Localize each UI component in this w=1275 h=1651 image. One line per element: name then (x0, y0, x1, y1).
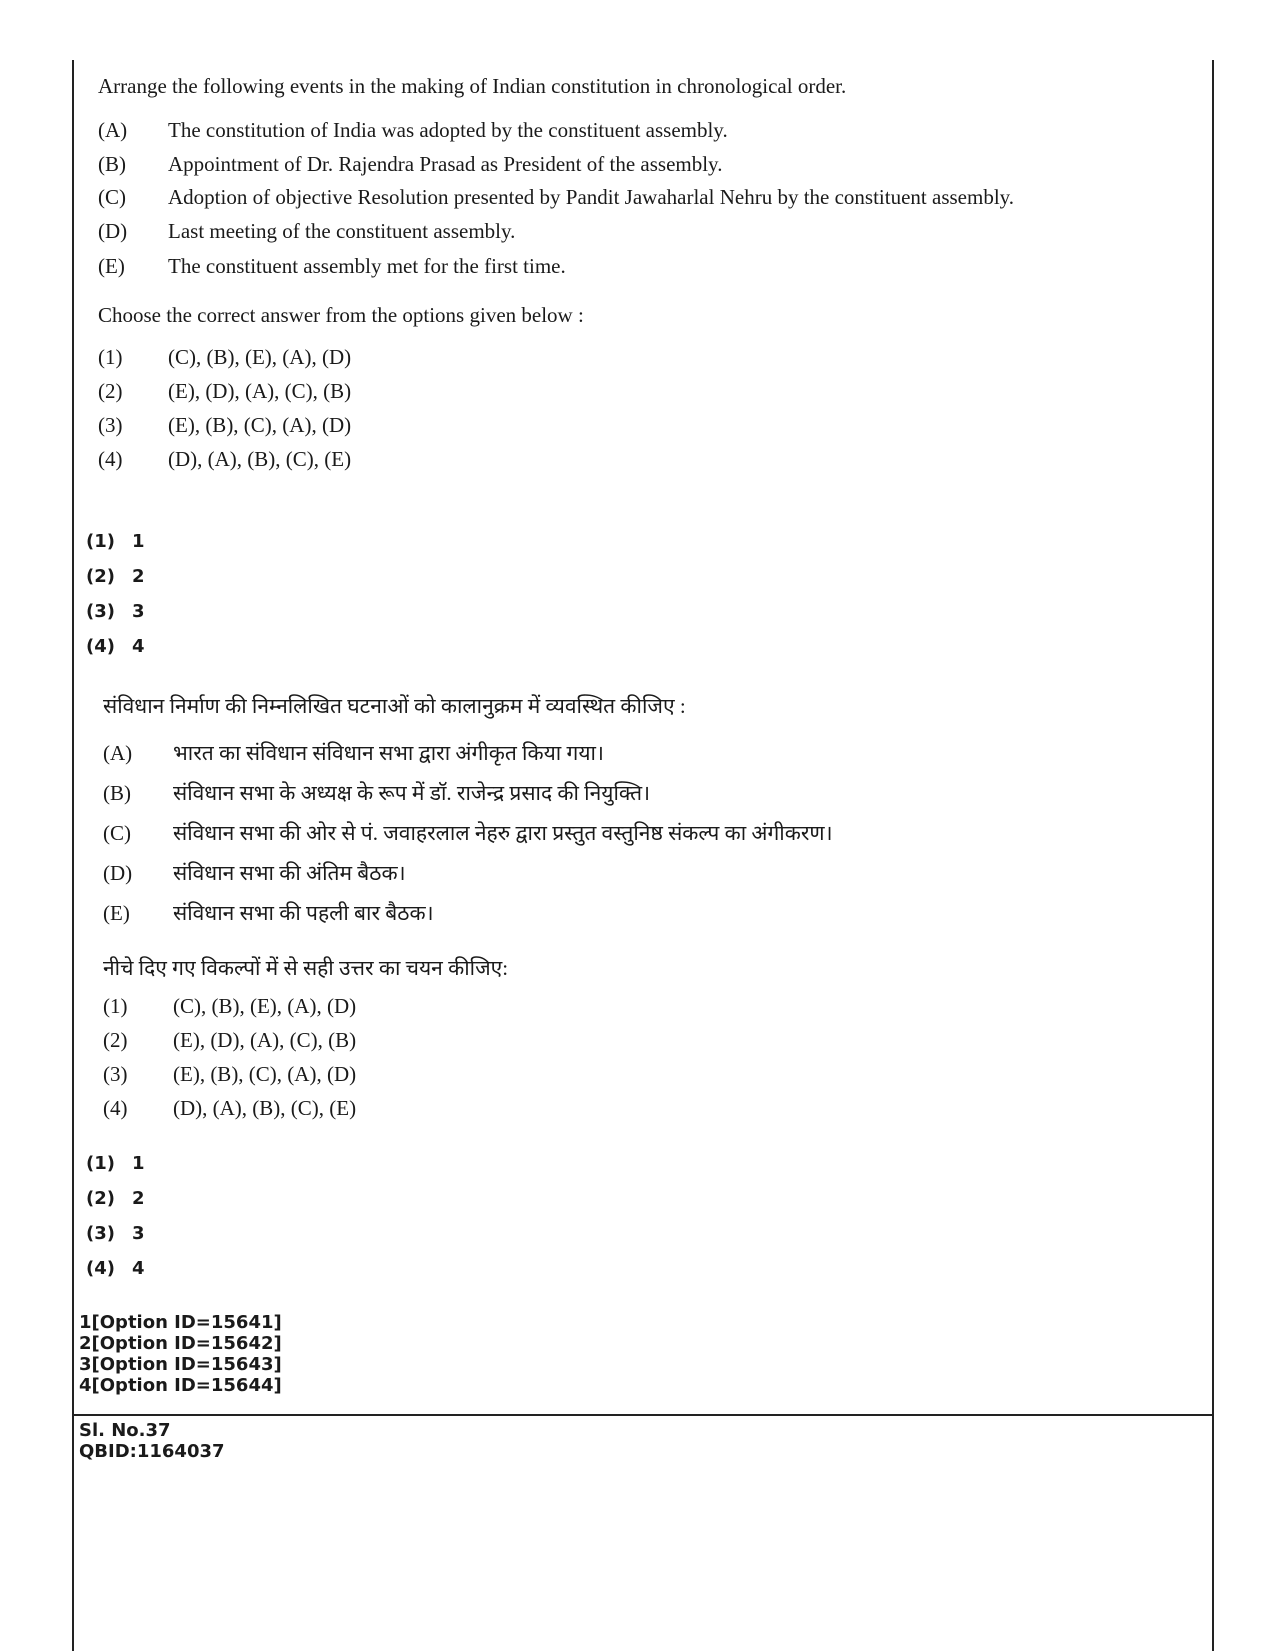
event-label: (D) (98, 219, 128, 243)
question-stem-hindi: संविधान निर्माण की निम्नलिखित घटनाओं को कालानुक्रम में व्यवस्थित कीजिए : (103, 694, 686, 718)
answer-option-value: 4 (132, 1258, 145, 1279)
answer-option-label: (3) (86, 601, 115, 622)
choose-instruction-hindi: नीचे दिए गए विकल्पों में से सही उत्तर का चयन कीजिए: (103, 956, 509, 980)
answer-option-value: 4 (132, 636, 145, 657)
choice-label: (3) (103, 1062, 128, 1086)
answer-option-label: (2) (86, 1188, 115, 1209)
choice-label: (3) (98, 413, 123, 437)
next-question-meta (79, 1420, 225, 1462)
page-border-right (1212, 60, 1214, 1651)
option-id-4: 4[Option ID=15644] (79, 1375, 282, 1396)
answer-option-value: 1 (132, 531, 145, 552)
event-label: (C) (98, 185, 126, 209)
answer-option-4[interactable] (86, 629, 145, 664)
answer-option-value: 3 (132, 601, 145, 622)
answer-option-value: 2 (132, 566, 145, 587)
choice-item-2-hindi (103, 1027, 1103, 1054)
choice-label: (2) (103, 1028, 128, 1052)
choice-text: (E), (D), (A), (C), (B) (168, 379, 352, 403)
event-text: Appointment of Dr. Rajendra Prasad as President of the assembly. (168, 152, 723, 176)
event-label: (D) (103, 861, 133, 885)
answer-option-label: (4) (86, 636, 115, 657)
question-divider (72, 1414, 1214, 1416)
choice-item-3 (98, 412, 1098, 439)
event-text: The constituent assembly met for the first time. (168, 254, 566, 278)
answer-options-hindi (86, 1146, 145, 1286)
choice-text: (D), (A), (B), (C), (E) (173, 1096, 357, 1120)
event-item-b (98, 151, 1098, 178)
event-item-d (98, 218, 1098, 245)
answer-option-label: (4) (86, 1258, 115, 1279)
event-text: The constitution of India was adopted by the constituent assembly. (168, 118, 728, 142)
choose-instruction-english: Choose the correct answer from the options given below : (98, 303, 584, 327)
choice-text: (E), (D), (A), (C), (B) (173, 1028, 357, 1052)
choice-label: (1) (98, 345, 123, 369)
answer-option-1[interactable] (86, 1146, 145, 1181)
answer-option-3[interactable] (86, 594, 145, 629)
answer-option-value: 3 (132, 1223, 145, 1244)
event-text: Last meeting of the constituent assembly. (168, 219, 516, 243)
event-item-b-hindi (103, 780, 1103, 807)
event-text: संविधान सभा की पहली बार बैठक। (173, 901, 434, 925)
event-item-c-hindi (103, 820, 1103, 847)
answer-option-value: 1 (132, 1153, 145, 1174)
event-item-e (98, 253, 1098, 280)
option-id-3: 3[Option ID=15643] (79, 1354, 282, 1375)
choice-item-3-hindi (103, 1061, 1103, 1088)
choice-text: (E), (B), (C), (A), (D) (173, 1062, 357, 1086)
choice-text: (E), (B), (C), (A), (D) (168, 413, 352, 437)
answer-option-label: (3) (86, 1223, 115, 1244)
choice-label: (4) (98, 447, 123, 471)
event-item-e-hindi (103, 900, 1103, 927)
question-stem-english: Arrange the following events in the making of Indian constitution in chronological order. (98, 74, 847, 98)
event-label: (E) (98, 254, 125, 278)
event-item-a (98, 117, 1098, 144)
answer-option-3[interactable] (86, 1216, 145, 1251)
event-label: (E) (103, 901, 130, 925)
option-id-1: 1[Option ID=15641] (79, 1312, 282, 1333)
option-id-list (79, 1312, 282, 1396)
event-label: (B) (103, 781, 131, 805)
event-label: (A) (98, 118, 128, 142)
answer-option-value: 2 (132, 1188, 145, 1209)
choice-item-1 (98, 344, 1098, 371)
choice-label: (2) (98, 379, 123, 403)
choice-item-4-hindi (103, 1095, 1103, 1122)
event-text: भारत का संविधान संविधान सभा द्वारा अंगीकृत किया गया। (173, 741, 604, 765)
choice-label: (4) (103, 1096, 128, 1120)
answer-options-english (86, 524, 145, 664)
serial-number: Sl. No.37 (79, 1420, 171, 1441)
answer-option-label: (1) (86, 531, 115, 552)
choice-item-4 (98, 446, 1098, 473)
event-item-a-hindi (103, 740, 1103, 767)
qbid: QBID:1164037 (79, 1441, 225, 1462)
answer-option-label: (2) (86, 566, 115, 587)
choice-text: (C), (B), (E), (A), (D) (173, 994, 357, 1018)
choice-text: (D), (A), (B), (C), (E) (168, 447, 352, 471)
choice-text: (C), (B), (E), (A), (D) (168, 345, 352, 369)
event-text: संविधान सभा की ओर से पं. जवाहरलाल नेहरु द्वारा प्रस्तुत वस्तुनिष्ठ संकल्प का अंगीकरण। (173, 821, 833, 845)
event-text: संविधान सभा की अंतिम बैठक। (173, 861, 406, 885)
event-label: (A) (103, 741, 133, 765)
event-label: (C) (103, 821, 131, 845)
answer-option-2[interactable] (86, 1181, 145, 1216)
event-label: (B) (98, 152, 126, 176)
option-id-2: 2[Option ID=15642] (79, 1333, 282, 1354)
answer-option-2[interactable] (86, 559, 145, 594)
event-text: संविधान सभा के अध्यक्ष के रूप में डॉ. राजेन्द्र प्रसाद की नियुक्ति। (173, 781, 651, 805)
answer-option-1[interactable] (86, 524, 145, 559)
event-text: Adoption of objective Resolution presented by Pandit Jawaharlal Nehru by the constituent assembly. (168, 185, 1015, 209)
question-english (98, 72, 1098, 473)
page-border-left (72, 60, 74, 1651)
event-item-d-hindi (103, 860, 1103, 887)
event-item-c (98, 185, 1098, 210)
choice-item-2 (98, 378, 1098, 405)
question-hindi (103, 692, 1103, 1122)
answer-option-4[interactable] (86, 1251, 145, 1286)
choice-label: (1) (103, 994, 128, 1018)
answer-option-label: (1) (86, 1153, 115, 1174)
choice-item-1-hindi (103, 993, 1103, 1020)
